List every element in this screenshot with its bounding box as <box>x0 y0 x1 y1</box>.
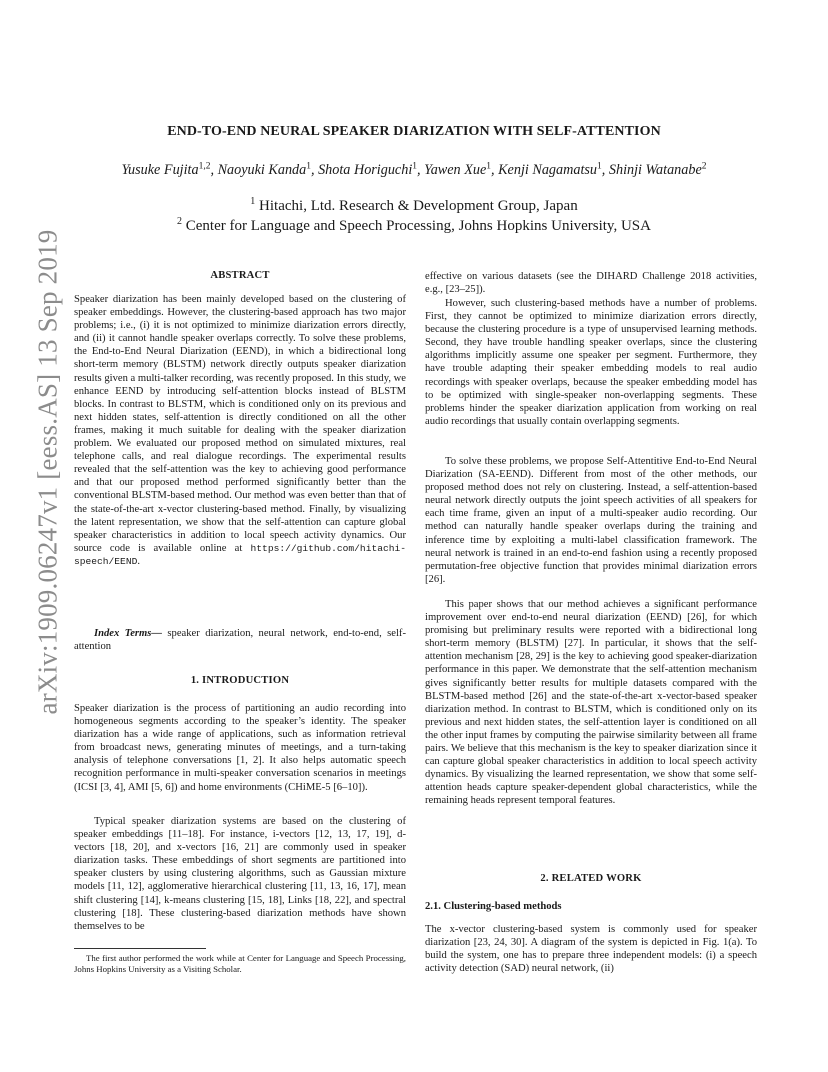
author: Yawen Xue$^1$, <box>424 161 499 178</box>
related-work-paragraph: The x-vector clustering-based system is commonly used for speaker diarization [23, 24, 30]. A diagram of the system is depicted in Fig. 1(a). To build the system, one has to prepare three independent models: (i) a speech activity detection (SAD) neural network, (ii) <box>425 924 757 975</box>
abstract-text: Speaker diarization has been mainly developed based on the clustering of speaker embeddings. However, the clustering-based approach has two major problems; i.e., (i) it is not optimized to minimize diarization errors directly, and (ii) it cannot handle speaker overlaps correctly. To solve these problems, the End-to-End Neural Diarization (EEND), in which a bidirectional long short-term memory (BLSTM) network directly outputs speaker diarization results given a multi-talker recording, was recently proposed. In this study, we enhance EEND by introducing self-attention blocks instead of BLSTM blocks. In contrast to BLSTM, which is conditioned only on its previous and next hidden states, self-attention is directly conditioned on all the other frames, making it much suitable for dealing with the speaker diarization problem. We evaluated our proposed method on simulated mixtures, real telephone calls, and real dialogue recordings. The experimental results revealed that the self-attention was the key to achieving good performance and that our proposed method performed significantly better than the conventional BLSTM-based method. Our method was even better than that of the state-of-the-art x-vector clustering-based method. Finally, by visualizing the latent representation, we show that the self-attention can capture global speaker characteristics in addition to local speech activity dynamics. Our source code is available online at https://github.com/hitachi-speech/EEND. <box>74 294 406 567</box>
index-terms: Index Terms— speaker diarization, neural network, end-to-end, self-attention <box>74 628 406 653</box>
author: Kenji Nagamatsu$^1$, <box>498 161 609 178</box>
author-list <box>0 161 828 179</box>
paper-title: END-TO-END NEURAL SPEAKER DIARIZATION WITH SELF-ATTENTION <box>167 124 661 139</box>
introduction-heading: 1. INTRODUCTION <box>190 675 290 686</box>
intro-paragraph-5: This paper shows that our method achieves a significant performance improvement over end-to-end neural diarization (EEND) [26], for which promising but preliminary results were reported with a bidirectional long short-term memory (BLSTM) [27]. In particular, it shows that the self-attention mechanism [28, 29] is the key to achieving good speaker-diarization performance in this paper. We demonstrate that the self-attention mechanism gives significantly better results for multiple datasets compared with the BLSTM-based method [26] and the state-of-the-art x-vector-based speaker diarization method. In contrast to BLSTM, which is conditioned only on its previous and next hidden states, the self-attention layer is conditioned on all the other input frames by computing the pairwise similarity between all frame pairs. We believe that this mechanism is the key to speaker diarization since it can capture global speaker characteristics in addition to local speech activity dynamics. By visualizing the learned representation, we show that some self-attention heads capture speaker-dependent global characteristics, while the remaining heads represent temporal features. <box>425 599 757 807</box>
affiliation-1: $^1$ Hitachi, Ltd. Research & Development Group, Japan <box>250 196 578 214</box>
author: Shinji Watanabe$^2$ <box>608 161 707 178</box>
footnote-rule <box>74 948 206 949</box>
footnote: The first author performed the work while at Center for Language and Speech Processing, Johns Hopkins University as a Visiting Scholar. <box>74 953 406 975</box>
related-work-heading: 2. RELATED WORK <box>540 873 642 884</box>
affiliation-2: $^2$ Center for Language and Speech Processing, Johns Hopkins University, USA <box>177 216 651 234</box>
intro-paragraph-2: Typical speaker diarization systems are based on the clustering of speaker embeddings [11–18]. For instance, i-vectors [12, 13, 17, 19], d-vectors [18, 20], and x-vectors [16, 21] are commonly used in speaker diarization tasks. These embeddings of short segments are partitioned into speaker clusters by using clustering algorithms, such as Gaussian mixture models [11, 12], agglomerative hierarchical clustering [11, 13, 16, 17], mean shift clustering [14], k-means clustering [15, 18], Links [18, 22], and spectral clustering [18]. These clustering-based diarization methods have shown themselves to be <box>74 816 406 932</box>
intro-paragraph-4: To solve these problems, we propose Self-Attentitive End-to-End Neural Diarization (SA-EEND). Different from most of the other methods, our proposed method does not rely on clustering. Instead, a self-attention-based neural network directly outputs the joint speech activities of all speakers for each time frame, given an input of a multi-speaker audio recording. Our method can naturally handle speaker overlaps during the training and inference time by exploiting a multi-label classification framework. The neural network is trained in an end-to-end fashion using a recently proposed permutation-free objective function that provides minimal diarization errors [26]. <box>425 456 757 585</box>
author: Naoyuki Kanda$^1$, <box>217 161 319 178</box>
clustering-subsection-heading: 2.1. Clustering-based methods <box>425 901 562 912</box>
intro-paragraph-1: Speaker diarization is the process of partitioning an audio recording into homogeneous segments according to the speaker’s identity. The speaker diarization has a wide range of applications, such as information retrieval from broadcast news, generating minutes of meetings, and a turn-taking analysis of telephone conversations [1, 2]. It also helps automatic speech recognition performance in multi-speaker conversation scenarios in meetings (ICSI [3, 4], AMI [5, 6]) and home environments (CHiME-5 [6–10]). <box>74 703 406 793</box>
arxiv-identifier[interactable]: arXiv:1909.06247v1 [eess.AS] 13 Sep 2019 <box>32 229 63 715</box>
author: Yusuke Fujita$^{1,2}$, <box>121 161 218 178</box>
author: Shota Horiguchi$^1$, <box>318 161 425 178</box>
abstract-heading: ABSTRACT <box>210 270 270 281</box>
source-code-link[interactable]: https://github.com/hitachi-speech/EEND <box>74 542 406 567</box>
intro-paragraph-3: However, such clustering-based methods have a number of problems. First, they cannot be optimized to minimize diarization errors directly, because the clustering procedure is a type of unsupervised learning methods. Second, they have trouble handling speaker overlaps, since the clustering algorithms implicitly assume one speaker per segment. Furthermore, they have trouble adapting their speaker embedding models to real audio recordings with speaker overlaps, because the speaker embedding model has to be optimized with single-speaker non-overlapping segments. These problems hinder the speaker diarization application from working on real audio recordings that usually contain overlapping segments. <box>425 298 757 427</box>
intro-paragraph-2-continued: effective on various datasets (see the DIHARD Challenge 2018 activities, e.g., [23–25]). <box>425 271 757 296</box>
